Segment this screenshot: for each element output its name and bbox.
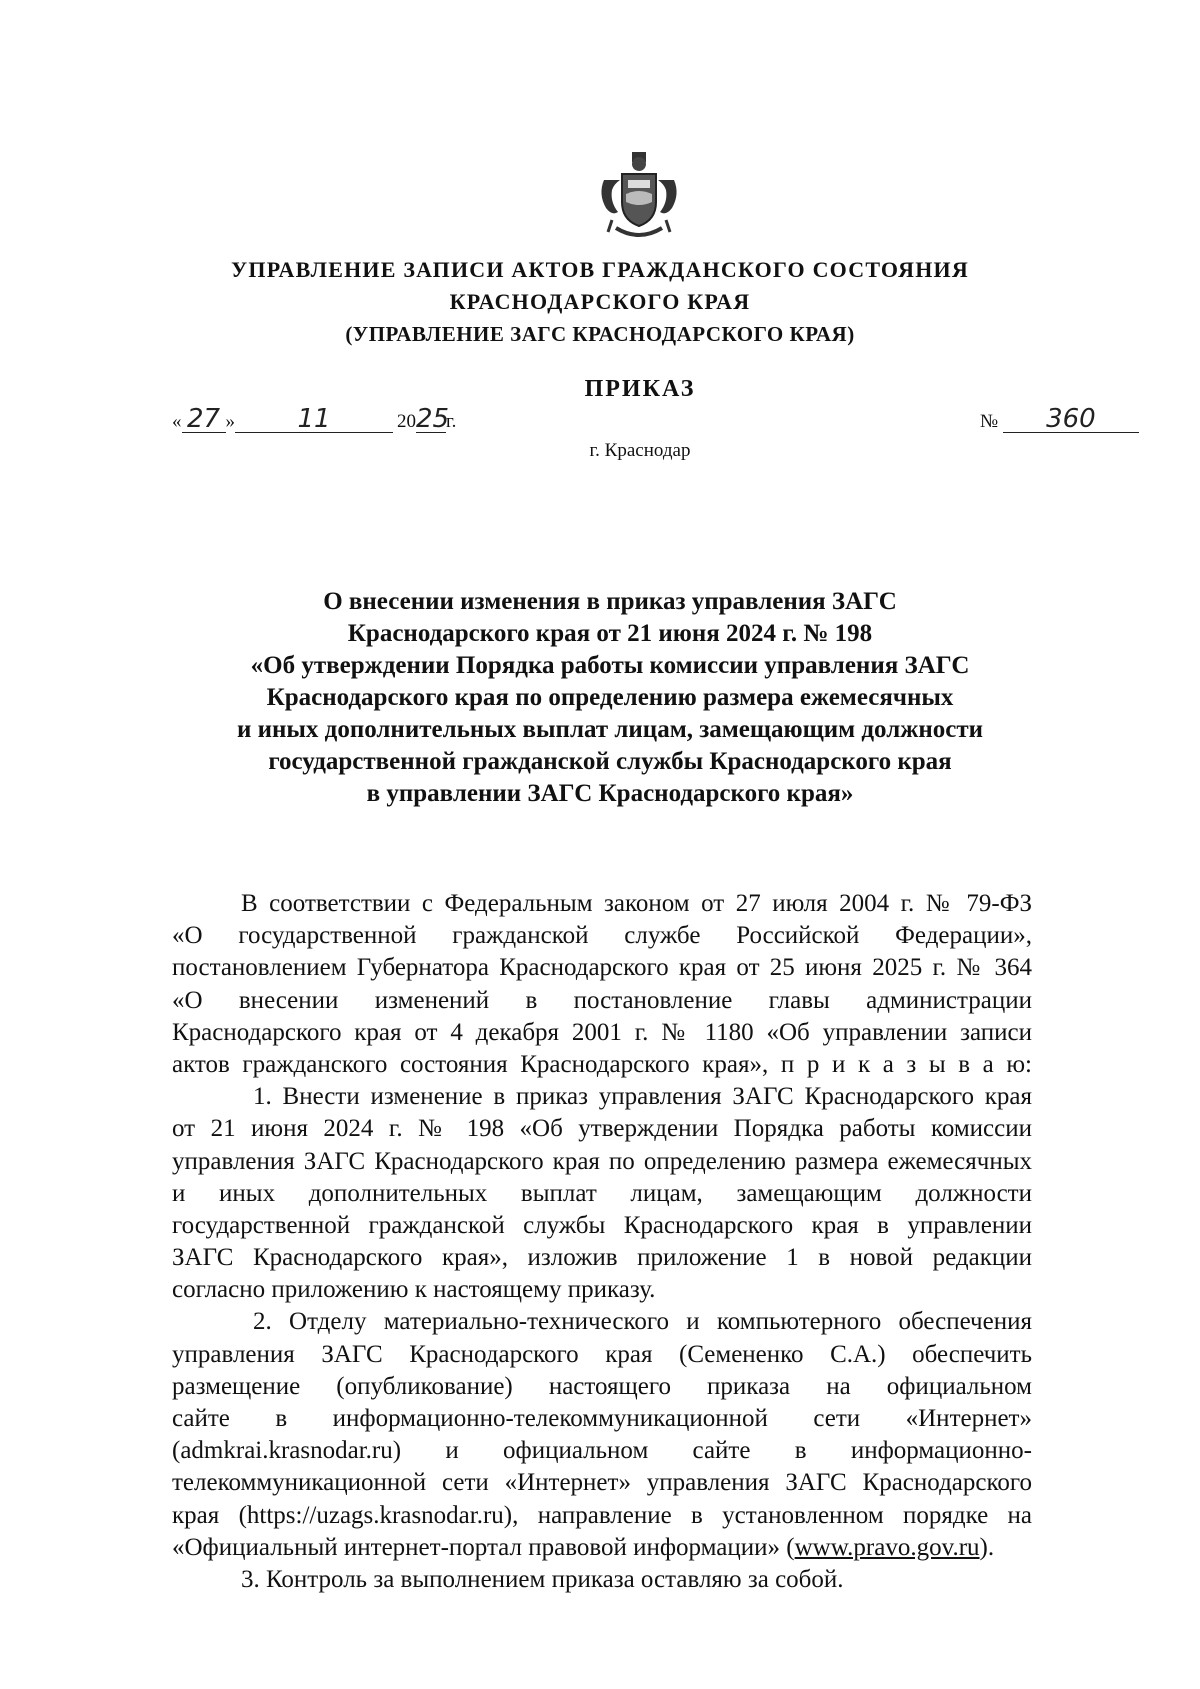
body-line: согласно приложению к настоящему приказу. bbox=[172, 1276, 656, 1304]
coat-of-arms-icon bbox=[596, 150, 682, 244]
body-line: размещение (опубликование) настоящего приказа на официальном bbox=[172, 1372, 1032, 1400]
title-line: «Об утверждении Порядка работы комиссии управления ЗАГС bbox=[250, 652, 970, 679]
body-line: края (https://uzags.krasnodar.ru), направление в установленном порядке на bbox=[172, 1501, 1032, 1529]
body-line: (admkrai.krasnodar.ru) и официальном сайте в информационно- bbox=[172, 1437, 1032, 1465]
title-line: государственной гражданской службы Краснодарского края bbox=[268, 748, 952, 775]
body-line: 3. Контроль за выполнением приказа оставляю за собой. bbox=[241, 1565, 844, 1593]
date-year-mark: г. bbox=[446, 411, 457, 432]
pravo-gov-link[interactable]: www.pravo.gov.ru bbox=[794, 1533, 980, 1561]
body-line: «О государственной гражданской службе Российской Федерации», bbox=[172, 922, 1032, 950]
order-body bbox=[172, 888, 1032, 1596]
body-line: 2. Отделу материально-технического и компьютерного обеспечения bbox=[253, 1308, 1032, 1336]
city: г. Краснодар bbox=[589, 440, 691, 461]
body-line: от 21 июня 2024 г. № 198 «Об утверждении Порядка работы комиссии bbox=[172, 1115, 1032, 1143]
body-line: телекоммуникационной сети «Интернет» управления ЗАГС Краснодарского bbox=[172, 1469, 1032, 1497]
body-line-with-link bbox=[172, 1532, 1032, 1564]
document-type: ПРИКАЗ bbox=[584, 376, 696, 402]
body-line: постановлением Губернатора Краснодарского края от 25 июня 2025 г. № 364 bbox=[172, 954, 1032, 982]
org-name-line-2: КРАСНОДАРСКОГО КРАЯ bbox=[449, 289, 751, 314]
body-line: В соответствии с Федеральным законом от 27 июля 2004 г. № 79-ФЗ bbox=[241, 890, 1032, 917]
body-line: государственной гражданской службы Краснодарского края в управлении bbox=[172, 1211, 1032, 1239]
date-open-quote: « bbox=[172, 411, 182, 432]
body-line: и иных дополнительных выплат лицам, замещающим должности bbox=[172, 1179, 1032, 1207]
date-month: 11 bbox=[235, 404, 393, 433]
date-day: 27 bbox=[182, 404, 226, 433]
title-line: О внесении изменения в приказ управления ЗАГС bbox=[323, 588, 897, 615]
body-line: 1. Внести изменение в приказ управления ЗАГС Краснодарского края bbox=[253, 1083, 1032, 1111]
title-line: в управлении ЗАГС Краснодарского края» bbox=[366, 780, 854, 807]
body-line: управления ЗАГС Краснодарского края (Семененко С.А.) обеспечить bbox=[172, 1340, 1032, 1368]
body-line: актов гражданского состояния Краснодарского края», п р и к а з ы в а ю: bbox=[172, 1050, 1032, 1078]
title-line: и иных дополнительных выплат лицам, замещающим должности bbox=[236, 716, 984, 743]
order-title bbox=[170, 586, 1050, 810]
number-label: № bbox=[980, 411, 999, 432]
number-value: 360 bbox=[1003, 404, 1139, 433]
date-year-prefix: 20 bbox=[397, 411, 416, 432]
org-short-name: (УПРАВЛЕНИЕ ЗАГС КРАСНОДАРСКОГО КРАЯ) bbox=[345, 322, 855, 346]
org-name-line-1: УПРАВЛЕНИЕ ЗАПИСИ АКТОВ ГРАЖДАНСКОГО СОСТОЯНИЯ bbox=[231, 257, 969, 282]
order-date bbox=[172, 404, 456, 433]
body-line: Краснодарского края от 4 декабря 2001 г. № 1180 «Об управлении записи bbox=[172, 1018, 1032, 1046]
body-line: управления ЗАГС Краснодарского края по определению размера ежемесячных bbox=[172, 1147, 1032, 1175]
title-line: Краснодарского края от 21 июня 2024 г. № 198 bbox=[347, 620, 873, 647]
date-close-quote: » bbox=[225, 411, 235, 432]
body-line: «О внесении изменений в постановление главы администрации bbox=[172, 986, 1032, 1014]
order-number bbox=[980, 404, 1139, 433]
body-line: сайте в информационно-телекоммуникационной сети «Интернет» bbox=[172, 1405, 1032, 1432]
title-line: Краснодарского края по определению размера ежемесячных bbox=[266, 684, 954, 711]
body-line: ЗАГС Краснодарского края», изложив приложение 1 в новой редакции bbox=[172, 1244, 1032, 1272]
date-year-suffix: 25 bbox=[416, 404, 450, 434]
body-line-end: ). bbox=[979, 1533, 995, 1561]
body-line-text: «Официальный интернет-портал правовой информации» ( bbox=[172, 1533, 795, 1561]
